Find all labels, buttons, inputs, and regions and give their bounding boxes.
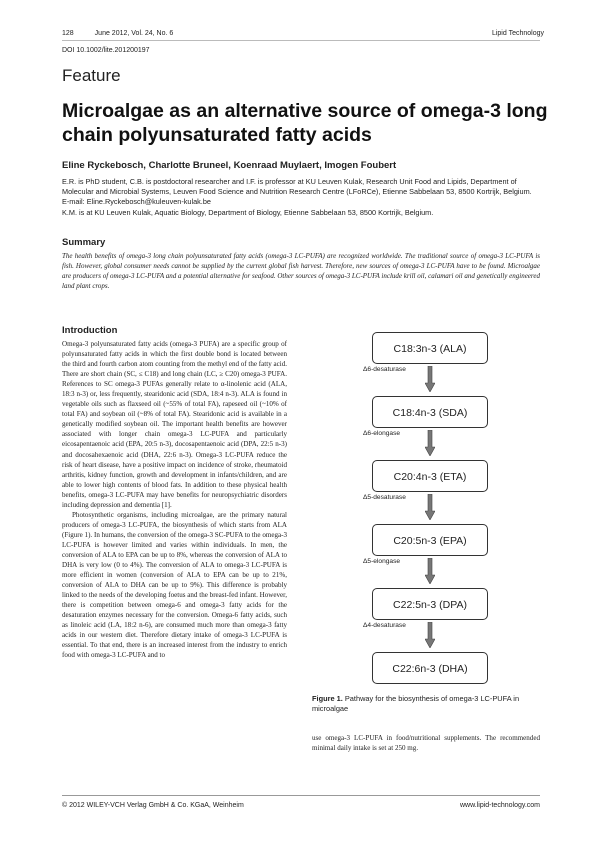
website-link[interactable]: www.lipid-technology.com xyxy=(459,802,540,809)
figure-1-pathway xyxy=(308,330,540,850)
caption-label: Figure 1. xyxy=(312,694,343,703)
page-info: 128 June 2012, Vol. 24, No. 6 xyxy=(62,30,174,37)
paragraph-1: Omega-3 polyunsaturated fatty acids (omega-3 PUFA) are a specific group of polyunsaturated fatty acids in which the first double bond is located between the third and fourth carbon atom counting from the methyl end of the fatty acid. There are short chain (SC, ≤ C18) and long chain (LC, ≥ C20) omega-3 PUFA. References to SC omega-3 PUFAs generally relate to α-linolenic acid (ALA, 18:3 n-3) or, less frequently, stearidonic acid (SDA, 18:4 n-3). ALA is found in vegetable oils such as flaxseed oil (~55% of total FA), rapeseed oil (~10% of total FA) and soybean oil (~8% of total FA). Stearidonic acid is available in a genetically modified soybean oil. The important health benefits are however associated with longer chain omega-3 LC-PUFA and particularly eicosapentaenoic acid (EPA, 20:5 n-3), docosapentaenoic acid (DPA, 22:5 n-3) and docosahexaenoic acid (DHA, 22:6 n-3). Omega-3 LC-PUFA reduce the risk of heart disease, have a positive impact on incidence of stroke, rheumatoid arthritis, kidney function, growth and development in infants/children, and are able to lower high contents of blood fats. In addition to these physical health benefits, omega-3 LC-PUFA may have benefits for neuropsychiatric disorders including depression and dementia [1]. xyxy=(62,340,287,509)
arrow-down-icon xyxy=(425,622,435,648)
summary-heading: Summary xyxy=(62,237,106,248)
affiliation-1: E.R. is PhD student, C.B. is postdoctoral researcher and I.F. is professor at KU Leuven Kulak, Research Unit Food and Lipids, Department of Molecular and Microbial Systems, Leuven Food Science and Nutrition Research Centre (LFoRCe), Etienne Sabbelaan 53, 8500 Kortrijk, Belgium. E-mail: Eline.Ryckebosch@kuleuven-kulak.be xyxy=(62,177,532,207)
pathway-box-dha: C22:6n-3 (DHA) xyxy=(372,652,488,684)
paragraph-3: use omega-3 LC-PUFA in food/nutritional supplements. The recommended minimal daily intake is set at 250 mg. xyxy=(312,734,540,753)
section-label: Feature xyxy=(62,66,121,85)
article-title: Microalgae as an alternative source of omega-3 long chain polyunsaturated fatty acids xyxy=(62,100,548,146)
affiliation-2: K.M. is at KU Leuven Kulak, Aquatic Biology, Department of Biology, Etienne Sabbelaan 53, 8500 Kortrijk, Belgium. xyxy=(62,207,434,217)
arrow-down-icon xyxy=(425,494,435,520)
pathway-box-epa: C20:5n-3 (EPA) xyxy=(372,524,488,556)
body-column-left xyxy=(62,339,287,661)
pathway-box-eta: C20:4n-3 (ETA) xyxy=(372,460,488,492)
enzyme-label-5: Δ4-desaturase xyxy=(363,622,406,629)
enzyme-label-3: Δ5-desaturase xyxy=(363,494,406,501)
arrow-down-icon xyxy=(425,558,435,584)
affiliations xyxy=(62,177,540,218)
arrow-down-icon xyxy=(425,366,435,392)
pathway-box-dpa: C22:5n-3 (DPA) xyxy=(372,588,488,620)
pathway-box-sda: C18:4n-3 (SDA) xyxy=(372,396,488,428)
introduction-heading: Introduction xyxy=(62,325,118,336)
header-rule xyxy=(62,40,540,41)
running-header xyxy=(62,30,544,37)
figure-caption xyxy=(312,694,540,713)
enzyme-label-1: Δ6-desaturase xyxy=(363,366,406,373)
summary-text: The health benefits of omega-3 long chain polyunsaturated fatty acids (omega-3 LC-PUFA) are recognized worldwide. The traditional source of omega-3 LC-PUFA is fish. However, global consumer needs cannot be supplied by the current global fish harvest. Therefore, new sources of omega-3 LC-PUFA have to be found. Microalgae are producers of omega-3 LC-PUFA and a potential alternative for seafood. Other sources of omega-3 LC-PUFA include krill oil, calamari oil and genetically engineered land plant crops. xyxy=(62,252,540,290)
pathway-box-ala: C18:3n-3 (ALA) xyxy=(372,332,488,364)
doi[interactable]: DOI 10.1002/lite.201200197 xyxy=(62,47,150,54)
footer-rule xyxy=(62,795,540,796)
enzyme-label-2: Δ6-elongase xyxy=(363,430,401,437)
enzyme-label-4: Δ5-elongase xyxy=(363,558,401,565)
journal-name: Lipid Technology xyxy=(491,30,544,37)
copyright: © 2012 WILEY-VCH Verlag GmbH & Co. KGaA, Weinheim xyxy=(62,802,244,809)
arrow-down-icon xyxy=(425,430,435,456)
authors: Eline Ryckebosch, Charlotte Bruneel, Koenraad Muylaert, Imogen Foubert xyxy=(62,160,397,171)
caption-text: Pathway for the biosynthesis of omega-3 LC-PUFA in microalgae xyxy=(312,694,520,713)
paragraph-2: Photosynthetic organisms, including microalgae, are the primary natural producers of omega-3 LC-PUFA, the biosynthesis of which starts from ALA (Figure 1). In humans, the conversion of the omega-3 SC-PUFA to the omega-3 LC-PUFA is however limited and varies within individuals. In men, the conversion of ALA to EPA can be up to 8%, whereas the conversion of ALA to DHA is very low (0 to 4%). The conversion of ALA to omega-3 LC-PUFA is more efficient in women (conversion of ALA to EPA can be up to 21%, conversion of ALA to DHA can be up to 9%). This difference is probably linked to the needs of the developing foetus and the breast-fed infant. However, there is competition between omega-6 and omega-3 fatty acids for the desaturation enzymes necessary for the conversion. Omega-6 fatty acids, such as linoleic acid (LA, 18:2 n-6), are consumed much more than omega-3 fatty acids in our western diet. Therefore dietary intake of omega-3 LC-PUFA is essential. To that end, there is an increased interest from the industry to enrich food with omega-3 LC-PUFA and to xyxy=(62,510,287,660)
